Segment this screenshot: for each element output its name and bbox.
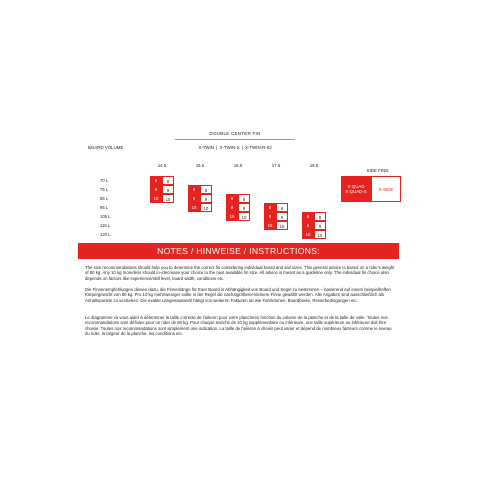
alternative-fin-cell: 10 — [314, 230, 326, 239]
fin-size-label: 17.5 — [271, 163, 281, 168]
alternative-fin-cell: 9 — [314, 221, 326, 230]
recommended-fin-cell: 9 — [226, 203, 238, 212]
notes-english: The size recommendations should help you to determine the correct fin considering individual board and sail sizes. This general advice is based on a rider's weight of 80 kg. Any 10 kg more/less should in-/decrease your choice to the next available fin size. All advice is meant as a guideline only. The individual fin choice also depends on factors like experience/skill level, board width, conditions etc. — [85, 265, 395, 281]
fin-size-label: 14.5 — [157, 163, 167, 168]
alternative-fin-cell: 9 — [200, 194, 212, 203]
volume-label: 70 L — [100, 178, 109, 183]
side-fin-side-box — [371, 176, 401, 202]
alternative-fin-cell: 8 — [200, 185, 212, 194]
alternative-fin-cell: 9 — [162, 185, 174, 194]
side-fin-side-label: X-SIDE — [378, 186, 394, 192]
volume-label: 115 L — [100, 223, 111, 228]
volume-label: 120 L — [100, 232, 111, 237]
fin-size-label: 18.5 — [309, 163, 319, 168]
alternative-fin-cell: 10 — [238, 212, 250, 221]
side-fins-label: SIDE FINS: — [366, 168, 390, 173]
recommended-fin-cell: 10 — [302, 230, 314, 239]
alternative-fin-cell: 8 — [276, 203, 288, 212]
side-fin-quad-box — [341, 176, 371, 202]
notes-title: NOTES / HINWEISE / INSTRUCTIONS: — [157, 246, 320, 256]
board-volume-label: BOARD VOLUME — [88, 145, 124, 150]
recommended-fin-cell: 9 — [302, 221, 314, 230]
alternative-fin-cell: 10 — [276, 221, 288, 230]
fin-size-label: 15.5 — [195, 163, 205, 168]
recommended-fin-cell: 8 — [264, 203, 276, 212]
recommended-fin-cell: 8 — [150, 176, 162, 185]
fin-models: X-TWIN | X-TWIN-S | X-TWIN-R-02 — [198, 145, 272, 150]
recommended-fin-cell: 10 — [150, 194, 162, 203]
chart-title: DOUBLE CENTER FIN — [209, 131, 261, 136]
recommended-fin-cell: 9 — [264, 212, 276, 221]
notes-german: Die Finnenempfehlungen dienen dazu, die Finnenlänge für Euer Board in Abhängigkeit von Board und Segel zu bestimmen – basierend auf einem beispielhaften Körpergewicht von 80 kg. Pro 10 kg mehr/weniger sollte in der Regel die nächstgrößere/-kleinere Finne gewählt werden. Alle Angaben sind ausschließlich als Anhaltspunkte zu verstehen: Die exakte Längenauswahl hängt von weiteren Faktoren ab wie Fahrkönnen, Boardbreite, Revierbedingungen etc. — [85, 287, 391, 303]
notes-french: Le diagramme va vous aider à déterminer la taille correcte de l'aileron pour votre plancheen fonction du volume de la planche et de la taille de voile. Toutes nos recommandations sont définies pour un rider de 80 kg. Pour chaque tranche de 10 kg supplémentaire ou inférieure, une taille supérieure ou inférieure doit être choisie. Toutes nos recommandations sont simplement une indication. La taille de l'aileron à choisir peut varier et dépend de nombreux facteurs comme le niveau du rider, la largeur de la planche, les conditions etc. — [85, 315, 392, 337]
alternative-fin-cell: 8 — [238, 194, 250, 203]
alternative-fin-cell: 9 — [238, 203, 250, 212]
title-divider — [175, 139, 295, 140]
volume-label: 75 L — [100, 187, 109, 192]
volume-label: 105 L — [100, 214, 111, 219]
alternative-fin-cell: 9 — [276, 212, 288, 221]
side-fin-quad-s-label: X-QUAD-S — [345, 189, 367, 194]
volume-label: 95 L — [100, 205, 109, 210]
alternative-fin-cell: 10 — [200, 203, 212, 212]
recommended-fin-cell: 9 — [150, 185, 162, 194]
recommended-fin-cell: 8 — [226, 194, 238, 203]
fin-size-label: 16.5 — [233, 163, 243, 168]
recommended-fin-cell: 10 — [188, 203, 200, 212]
volume-label: 85 L — [100, 196, 109, 201]
recommended-fin-cell: 8 — [302, 212, 314, 221]
side-fin-quad-label: X-QUAD — [347, 184, 365, 189]
recommended-fin-cell: 10 — [264, 221, 276, 230]
alternative-fin-cell: 8 — [314, 212, 326, 221]
recommended-fin-cell: 9 — [188, 194, 200, 203]
alternative-fin-cell: 8 — [162, 176, 174, 185]
recommended-fin-cell: 8 — [188, 185, 200, 194]
alternative-fin-cell: 10 — [162, 194, 174, 203]
recommended-fin-cell: 10 — [226, 212, 238, 221]
